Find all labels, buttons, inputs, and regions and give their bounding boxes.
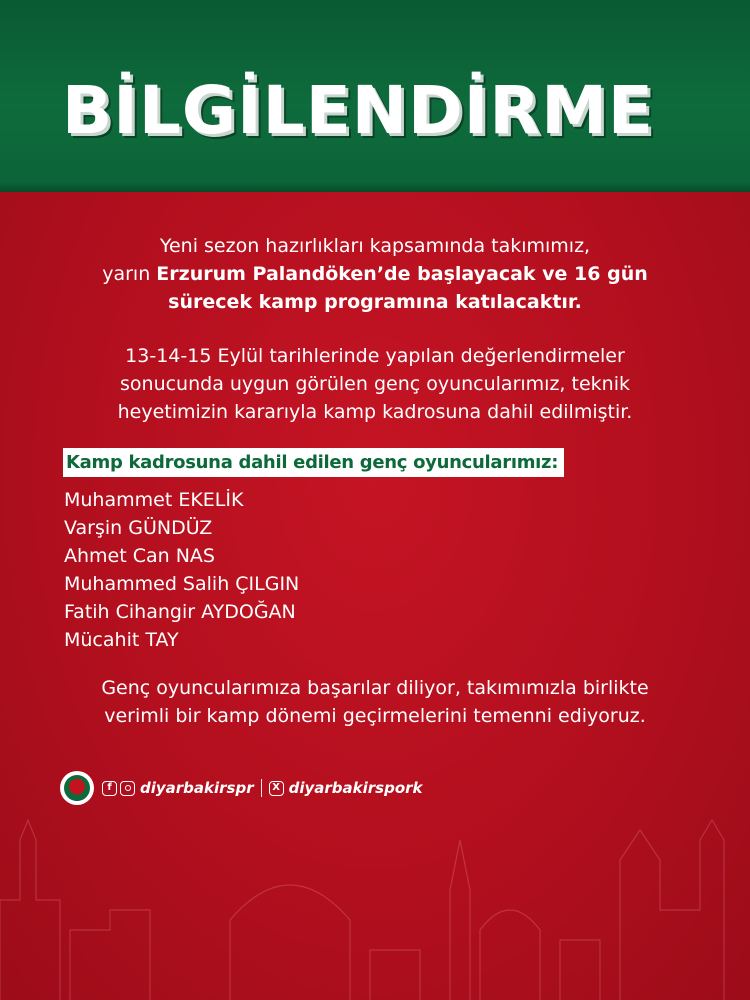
evaluation-line-1: 13-14-15 Eylül tarihlerinde yapılan değerlendirmeler [125,345,625,367]
player-item: Muhammed Salih ÇILGIN [64,573,300,595]
player-list [64,486,299,654]
city-skyline-decoration [0,780,750,1000]
header-banner [0,0,750,192]
player-item: Fatih Cihangir AYDOĞAN [64,601,296,623]
club-logo-icon [60,771,94,805]
x-icon[interactable]: X [269,781,284,796]
evaluation-paragraph [0,342,750,426]
intro-line-1: Yeni sezon hazırlıkları kapsamında takımımız, [159,235,591,257]
intro-paragraph [0,232,750,316]
player-item: Ahmet Can NAS [64,545,215,567]
squad-heading: Kamp kadrosuna dahil edilen genç oyuncularımız: [63,448,564,477]
intro-line-2 [0,260,750,288]
intro-line-2-prefix: yarın [102,263,157,285]
evaluation-line-2: sonucunda uygun görülen genç oyuncularımız, teknik [120,373,630,395]
intro-line-3 [0,288,750,316]
page-title: BİLGİLENDİRME [62,72,654,149]
player-item: Varşin GÜNDÜZ [64,517,213,539]
player-item: Mücahit TAY [64,629,179,651]
closing-paragraph [0,674,750,730]
closing-line-2: verimli bir kamp dönemi geçirmelerini temenni ediyoruz. [104,705,646,727]
social-footer [60,770,423,806]
social-divider [261,779,262,797]
closing-line-1: Genç oyuncularımıza başarılar diliyor, takımımızla birlikte [101,677,649,699]
intro-line-2-bold: Erzurum Palandöken’de başlayacak ve 16 gün [156,263,648,285]
social-handle-x[interactable]: diyarbakirspork [288,779,423,797]
evaluation-line-3: heyetimizin kararıyla kamp kadrosuna dahil edilmiştir. [117,401,633,423]
social-handle-primary[interactable]: diyarbakirspr [140,779,254,797]
intro-line-3-bold: sürecek kamp programına katılacaktır. [168,291,582,313]
player-item: Muhammet EKELİK [64,489,244,511]
facebook-icon[interactable]: f [102,781,117,796]
instagram-icon[interactable] [120,781,135,796]
